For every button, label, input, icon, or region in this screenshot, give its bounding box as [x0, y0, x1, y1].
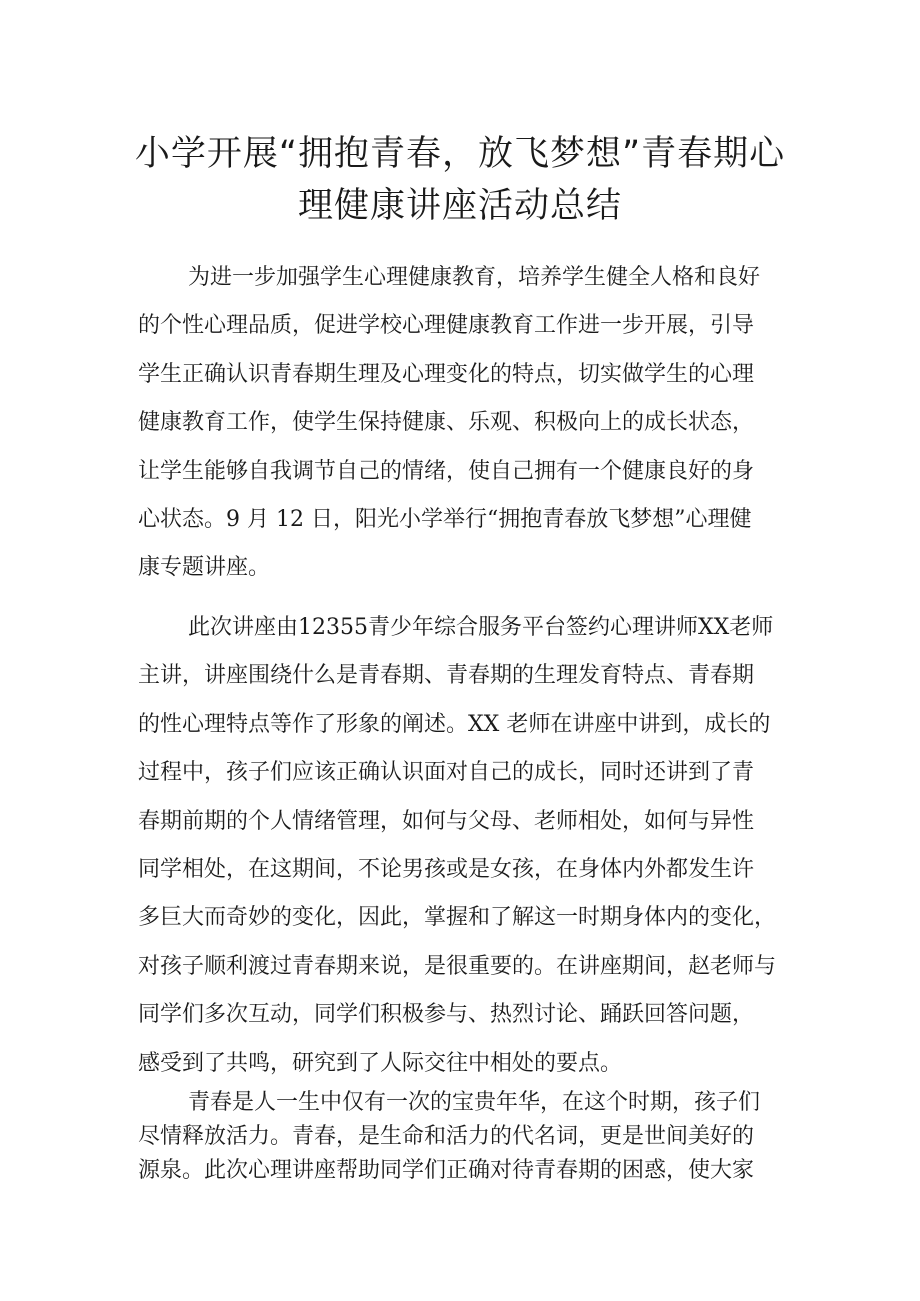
paragraph-line: 此次讲座由12355青少年综合服务平台签约心理讲师XX老师: [188, 615, 774, 640]
paragraph-line: 心状态。9 月 12 日，阳光小学举行“拥抱青春放飞梦想”心理健: [138, 507, 752, 533]
paragraph-line: 过程中，孩子们应该正确认识面对自己的成长，同时还讲到了青: [138, 760, 755, 786]
paragraph-line: 主讲，讲座围绕什么是青春期、青春期的生理发育特点、青春期: [138, 663, 755, 689]
paragraph-line: 的性心理特点等作了形象的阐述。XX 老师在讲座中讲到，成长的: [138, 711, 771, 737]
paragraph-line: 尽情释放活力。青春，是生命和活力的代名词，更是世间美好的: [138, 1124, 755, 1149]
paragraph-3: [138, 1086, 798, 1188]
paragraph-line: 同学们多次互动，同学们积极参与、热烈讨论、踊跃回答问题，: [138, 1002, 755, 1028]
paragraph-line: 同学相处，在这期间，不论男孩或是女孩，在身体内外都发生许: [138, 857, 755, 883]
paragraph-line: 的个性心理品质，促进学校心理健康教育工作进一步开展，引导: [138, 313, 755, 339]
paragraph-line: 感受到了共鸣，研究到了人际交往中相处的要点。: [138, 1050, 623, 1076]
paragraph-1: [138, 254, 798, 593]
paragraph-line: 为进一步加强学生心理健康教育，培养学生健全人格和良好: [188, 265, 761, 290]
paragraph-line: 让学生能够自我调节自己的情绪，使自己拥有一个健康良好的身: [138, 458, 755, 484]
document-title: [120, 128, 800, 232]
paragraph-line: 多巨大而奇妙的变化，因此，掌握和了解这一时期身体内的变化，: [138, 905, 777, 931]
paragraph-line: 康专题讲座。: [138, 555, 271, 581]
paragraph-2: [138, 604, 798, 1088]
paragraph-line: 春期前期的个人情绪管理，如何与父母、老师相处，如何与异性: [138, 808, 755, 834]
paragraph-line: 对孩子顺利渡过青春期来说，是很重要的。在讲座期间，赵老师与: [138, 953, 777, 979]
paragraph-line: 青春是人一生中仅有一次的宝贵年华，在这个时期，孩子们: [188, 1090, 761, 1115]
paragraph-line: 学生正确认识青春期生理及心理变化的特点，切实做学生的心理: [138, 361, 755, 387]
paragraph-line: 健康教育工作，使学生保持健康、乐观、积极向上的成长状态，: [138, 410, 755, 436]
title-line-1: 小学开展“拥抱青春，放飞梦想”青春期心: [134, 134, 786, 174]
paragraph-line: 源泉。此次心理讲座帮助同学们正确对待青春期的困惑，使大家: [138, 1158, 755, 1183]
title-line-2: 理健康讲座活动总结: [297, 186, 622, 226]
